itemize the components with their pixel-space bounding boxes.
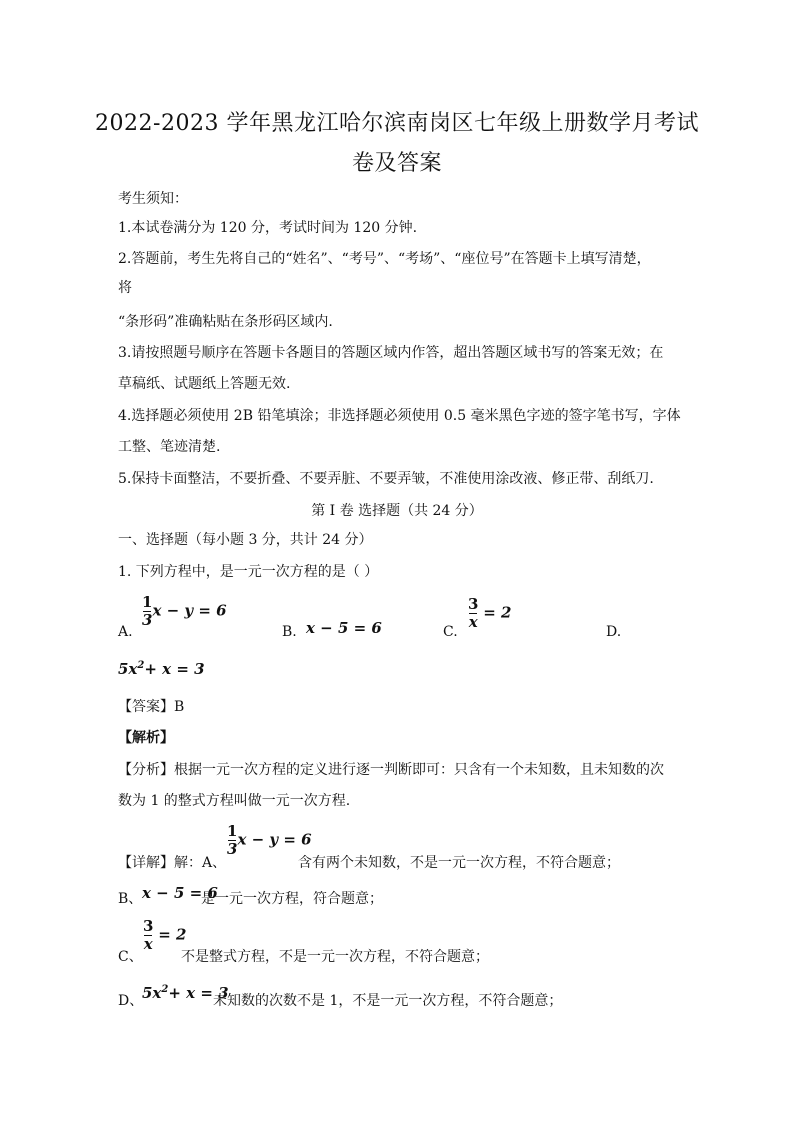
detail-d-text: 未知数的次数不是 1，不是一元一次方程，不符合题意； (213, 993, 563, 1009)
detail-c-math: $\frac{3}{x}$ = 2 (143, 917, 187, 953)
notice-item-1: 1.本试卷满分为 120 分，考试时间为 120 分钟. (118, 220, 418, 236)
option-b-math: x − 5 = 6 (306, 619, 382, 637)
volume-heading: 第 I 卷 选择题（共 24 分） (311, 503, 483, 519)
option-d-label: D. (606, 624, 622, 640)
fraction: $\frac{1}{3}$ (227, 822, 238, 858)
option-c-math: $\frac{3}{x}$ = 2 (468, 595, 512, 631)
notice-item-3-cont: 草稿纸、试题纸上答题无效. (118, 376, 291, 392)
notice-heading: 考生须知： (118, 191, 188, 207)
detail-b-math: x − 5 = 6 (142, 884, 218, 902)
notice-item-4-cont: 工整、笔迹清楚. (118, 439, 221, 455)
option-a-label: A. (118, 624, 133, 640)
notice-item-2-cont: 将 (118, 280, 132, 296)
fraction: $\frac{1}{3}$ (142, 593, 153, 629)
option-a-math: $\frac{1}{3}$ x − y = 6 (142, 593, 227, 629)
analysis-label: 【解析】 (118, 730, 174, 746)
detail-c-prefix: C、 (118, 949, 143, 965)
notice-item-2-end: “条形码”准确粘贴在条形码区域内. (118, 314, 333, 330)
option-c-label: C. (443, 624, 458, 640)
notice-item-5: 5.保持卡面整洁，不要折叠、不要弄脏、不要弄皱，不准使用涂改液、修正带、刮纸刀. (118, 471, 654, 487)
notice-item-4: 4.选择题必须使用 2B 铅笔填涂；非选择题必须使用 0.5 毫米黑色字迹的签字笔书写，字体 (118, 408, 681, 424)
detail-d-math: $5x^2+ x = 3$ (142, 984, 229, 1002)
notice-item-2: 2.答题前，考生先将自己的“姓名”、“考号”、“考场”、“座位号”在答题卡上填写清楚， (118, 251, 651, 267)
detail-b-text: 是一元一次方程，符合题意； (201, 891, 383, 907)
analysis-line-1: 【分析】根据一元一次方程的定义进行逐一判断即可：只含有一个未知数，且未知数的次 (118, 762, 664, 778)
answer-label: 【答案】B (118, 699, 185, 715)
fraction: $\frac{3}{x}$ (468, 595, 479, 631)
notice-item-3: 3.请按照题号顺序在答题卡各题目的答题区域内作答，超出答题区域书写的答案无效；在 (118, 345, 664, 361)
detail-a-text: 含有两个未知数，不是一元一次方程，不符合题意； (298, 855, 620, 871)
detail-a-prefix: 【详解】解：A、 (118, 855, 227, 871)
detail-d-prefix: D、 (118, 993, 144, 1009)
detail-a-math: $\frac{1}{3}$ x − y = 6 (227, 822, 312, 858)
document-title-line1: 2022-2023 学年黑龙江哈尔滨南岗区七年级上册数学月考试 (95, 111, 699, 136)
fraction: $\frac{3}{x}$ (143, 917, 154, 953)
question-stem: 1. 下列方程中，是一元一次方程的是（ ） (118, 564, 379, 580)
option-b-label: B. (282, 624, 297, 640)
analysis-line-2: 数为 1 的整式方程叫做一元一次方程. (118, 793, 351, 809)
detail-b-prefix: B、 (118, 891, 143, 907)
section-heading: 一、选择题（每小题 3 分，共计 24 分） (118, 532, 373, 548)
detail-c-text: 不是整式方程，不是一元一次方程，不符合题意； (181, 949, 489, 965)
option-d-math: $5x^2+ x = 3$ (118, 660, 205, 678)
document-title-line2: 卷及答案 (351, 151, 442, 176)
